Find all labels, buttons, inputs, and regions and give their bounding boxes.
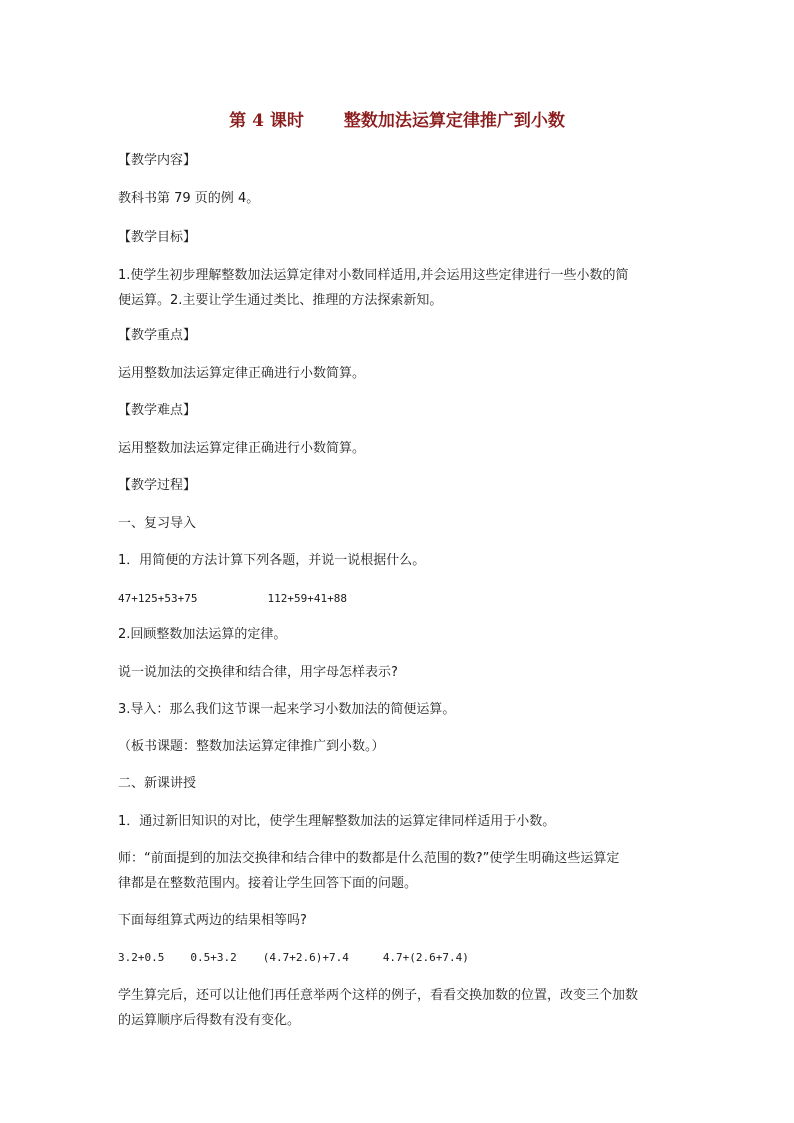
after-line-2: 的运算顺序后得数有没有变化。: [118, 1013, 301, 1028]
expression-b: 0.5+3.2: [190, 951, 237, 964]
after-line-1: 学生算完后，还可以让他们再任意举两个这样的例子，看看交换加数的位置，改变三个加数: [118, 988, 639, 1003]
review-question-3: 3.导入：那么我们这节课一起来学习小数加法的简便运算。: [118, 702, 456, 717]
review-question-2-text: 说一说加法的交换律和结合律，用字母怎样表示?: [118, 665, 398, 680]
goals-line-1: 1.使学生初步理解整数加法运算定律对小数同样适用,并会运用这些定律进行一些小数的简: [118, 268, 629, 283]
expression-d: 4.7+(2.6+7.4): [382, 951, 469, 964]
review-question-1: 1．用简便的方法计算下列各题，并说一说根据什么。: [118, 553, 426, 568]
lesson-topic: 整数加法运算定律推广到小数: [343, 111, 565, 131]
review-expressions: [118, 586, 688, 612]
goals-heading: 【教学目标】: [118, 230, 197, 245]
goals-line-2: 便运算。2.主要让学生通过类比、推理的方法探索新知。: [118, 293, 443, 308]
question-text: 下面每组算式两边的结果相等吗?: [118, 913, 307, 928]
teacher-line-2: 律都是在整数范围内。接着让学生回答下面的问题。: [118, 876, 418, 891]
difficulty-heading: 【教学难点】: [118, 403, 197, 418]
review-heading: 一、复习导入: [118, 516, 197, 531]
new-lesson-heading: 二、新课讲授: [118, 776, 197, 791]
key-text: 运用整数加法运算定律正确进行小数简算。: [118, 366, 366, 381]
new-lesson-question-1: 1．通过新旧知识的对比，使学生理解整数加法的运算定律同样适用于小数。: [118, 814, 556, 829]
difficulty-text: 运用整数加法运算定律正确进行小数简算。: [118, 441, 366, 456]
review-question-2: 2.回顾整数加法运算的定律。: [118, 627, 287, 642]
review-expression-2: 112+59+41+88: [267, 592, 347, 605]
board-title: （板书课题：整数加法运算定律推广到小数。）: [118, 739, 385, 754]
lesson-title: [0, 106, 794, 131]
content-text: 教科书第 79 页的例 4。: [118, 191, 260, 206]
teacher-line-1: 师：“前面提到的加法交换律和结合律中的数都是什么范围的数?”使学生明确这些运算定: [118, 851, 620, 866]
content-heading: 【教学内容】: [118, 153, 197, 168]
expression-c: (4.7+2.6)+7.4: [262, 951, 349, 964]
review-expression-1: 47+125+53+75: [118, 592, 198, 605]
key-heading: 【教学重点】: [118, 328, 197, 343]
lesson-number: 第 4 课时: [229, 111, 304, 131]
process-heading: 【教学过程】: [118, 478, 197, 493]
equality-expressions: [118, 945, 688, 971]
expression-a: 3.2+0.5: [118, 951, 165, 964]
